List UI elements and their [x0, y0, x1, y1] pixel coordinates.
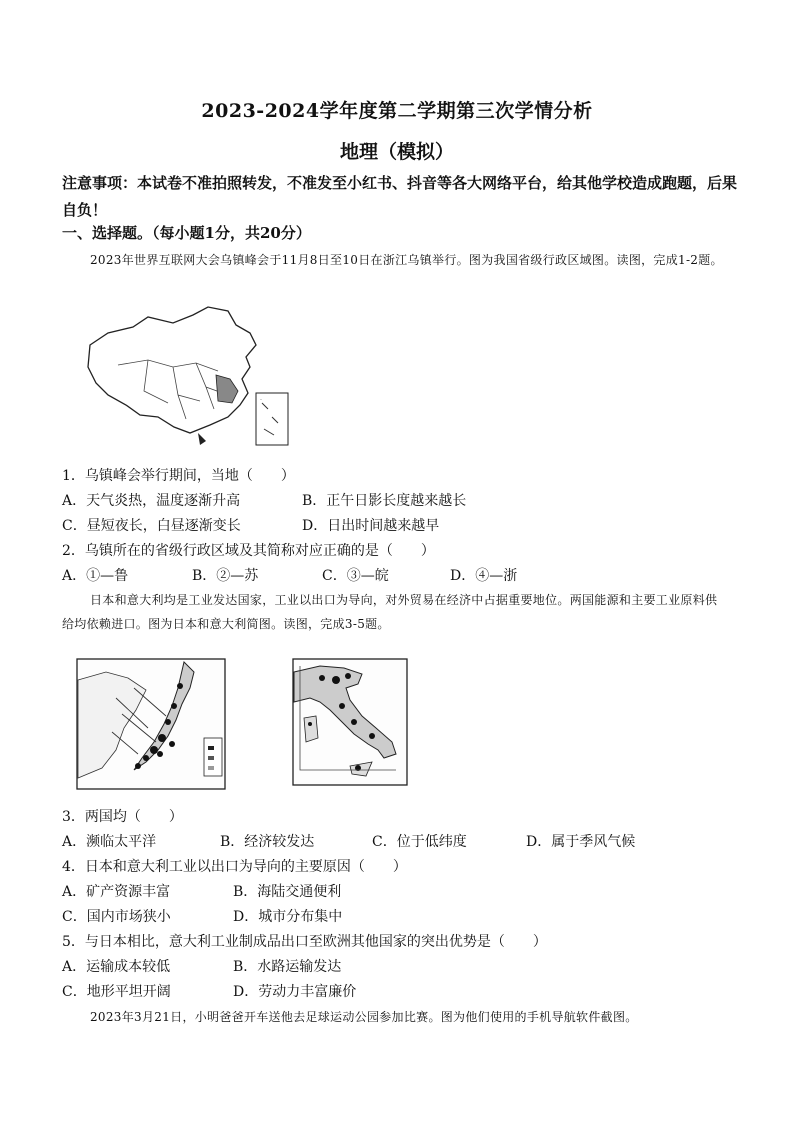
- q5-option-a[interactable]: A．运输成本较低: [62, 959, 171, 975]
- q1-option-b[interactable]: B．正午日影长度越来越长: [302, 493, 467, 509]
- q3-option-c[interactable]: C．位于低纬度: [372, 834, 467, 850]
- q1-option-c[interactable]: C．昼短夜长，白昼逐渐变长: [62, 518, 241, 534]
- q4-option-d[interactable]: D．城市分布集中: [233, 909, 343, 925]
- section-heading: 一、选择题。（每小题1分，共20分）: [62, 224, 311, 242]
- intro-paragraph-1: 2023年世界互联网大会乌镇峰会于11月8日至10日在浙江乌镇举行。图为我国省级行政区域图。读图，完成1-2题。: [90, 253, 723, 267]
- italy-map: [292, 658, 408, 786]
- q5-option-b[interactable]: B．水路运输发达: [233, 959, 342, 975]
- q3-option-d[interactable]: D．属于季风气候: [526, 834, 636, 850]
- intro-paragraph-2: 日本和意大利均是工业发达国家，工业以出口为导向，对外贸易在经济中占据重要地位。两国能源和主要工业原料供给均依赖进口。图为日本和意大利简图。读图，完成3-5题。: [62, 593, 718, 631]
- q2-option-a[interactable]: A．①—鲁: [62, 568, 129, 584]
- q1-option-d[interactable]: D．日出时间越来越早: [302, 518, 440, 534]
- question-2-stem: 2．乌镇所在的省级行政区域及其简称对应正确的是（ ）: [62, 543, 435, 559]
- question-4-stem: 4．日本和意大利工业以出口为导向的主要原因（ ）: [62, 859, 407, 875]
- q1-option-a[interactable]: A．天气炎热，温度逐渐升高: [62, 493, 241, 509]
- q4-option-b[interactable]: B．海陆交通便利: [233, 884, 342, 900]
- q2-option-d[interactable]: D．④—浙: [450, 568, 518, 584]
- intro-paragraph-3: 2023年3月21日，小明爸爸开车送他去足球运动公园参加比赛。图为他们使用的手机导航软件截图。: [90, 1010, 638, 1024]
- q2-option-c[interactable]: C．③—皖: [322, 568, 389, 584]
- q3-option-a[interactable]: A．濒临太平洋: [62, 834, 157, 850]
- notice-text: 注意事项：本试卷不准拍照转发，不准发至小红书、抖音等各大网络平台，给其他学校造成跑题，后果自负！: [62, 174, 738, 219]
- question-5-stem: 5．与日本相比，意大利工业制成品出口至欧洲其他国家的突出优势是（ ）: [62, 934, 547, 950]
- q3-option-b[interactable]: B．经济较发达: [220, 834, 315, 850]
- question-1-stem: 1．乌镇峰会举行期间，当地（ ）: [62, 468, 295, 484]
- svg-text:·: ·: [260, 397, 262, 403]
- question-3-stem: 3．两国均（ ）: [62, 809, 183, 825]
- china-province-map: [78, 305, 308, 455]
- q4-option-c[interactable]: C．国内市场狭小: [62, 909, 171, 925]
- page-title: 2023-2024学年度第二学期第三次学情分析: [201, 100, 593, 122]
- page-subtitle: 地理（模拟）: [339, 141, 454, 163]
- japan-map: [76, 658, 226, 790]
- q5-option-c[interactable]: C．地形平坦开阔: [62, 984, 171, 1000]
- q4-option-a[interactable]: A．矿产资源丰富: [62, 884, 171, 900]
- q2-option-b[interactable]: B．②—苏: [192, 568, 259, 584]
- q5-option-d[interactable]: D．劳动力丰富廉价: [233, 984, 357, 1000]
